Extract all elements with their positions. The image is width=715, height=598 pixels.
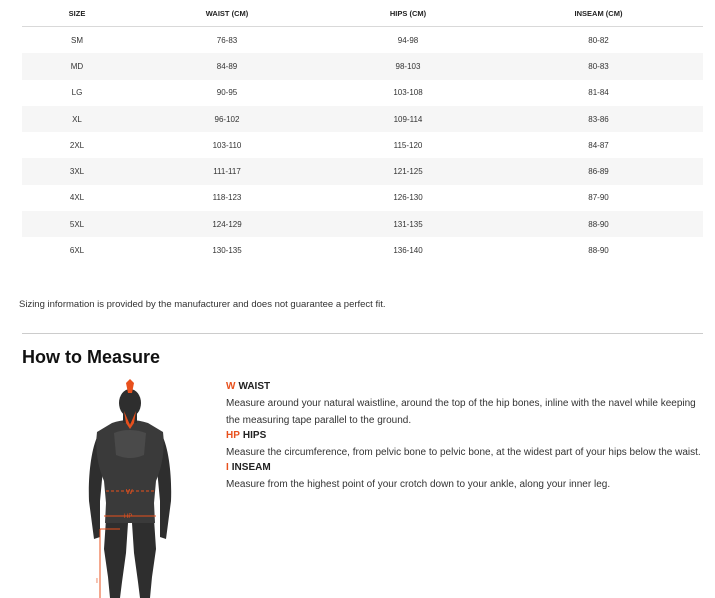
inseam-section xyxy=(226,461,706,493)
hips-cell: 131-135 xyxy=(322,211,494,237)
inseam-cell: 84-87 xyxy=(588,140,609,150)
table-header-row xyxy=(22,0,703,27)
waist-cell: 130-135 xyxy=(212,246,242,256)
hips-cell: 103-108 xyxy=(393,88,423,98)
waist-cell: 90-95 xyxy=(216,88,238,98)
size-cell: 6XL xyxy=(69,246,85,256)
waist-cell: 76-83 xyxy=(216,35,238,45)
figure-chest-panel xyxy=(114,430,146,458)
header-hips: HIPS (CM) xyxy=(322,0,494,27)
hips-abbr: HP xyxy=(226,430,240,441)
hips-label: HIPS xyxy=(242,430,267,441)
inseam-cell: 88-90 xyxy=(588,246,609,256)
size-cell: 3XL xyxy=(22,158,132,184)
size-cell: XL xyxy=(22,106,132,132)
hips-heading xyxy=(226,429,706,442)
table-row xyxy=(22,237,703,263)
hips-description: Measure the circumference, from pelvic bone to pelvic bone, at the widest part of your hips below the waist. xyxy=(226,447,701,458)
waist-heading xyxy=(226,380,706,393)
hips-section xyxy=(226,429,706,461)
size-cell: 2XL xyxy=(69,140,85,150)
size-cell: MD xyxy=(22,53,132,79)
size-cell: 5XL xyxy=(22,211,132,237)
figure-left-leg xyxy=(104,519,128,598)
hips-cell: 136-140 xyxy=(393,246,423,256)
size-chart-table xyxy=(22,0,703,264)
measurement-instructions xyxy=(226,380,706,493)
size-cell: 4XL xyxy=(69,193,85,203)
table-row xyxy=(22,80,703,106)
table-row xyxy=(22,132,703,158)
inseam-heading xyxy=(226,461,706,474)
hips-cell: 94-98 xyxy=(397,35,419,45)
inseam-abbr: I xyxy=(226,462,229,473)
table-row xyxy=(22,158,703,184)
waist-cell: 84-89 xyxy=(132,53,322,79)
figure-waist-label: W xyxy=(126,489,133,496)
waist-cell: 111-117 xyxy=(132,158,322,184)
inseam-cell: 88-90 xyxy=(494,211,703,237)
inseam-description: Measure from the highest point of your crotch down to your ankle, along your inner leg. xyxy=(226,479,611,490)
table-row xyxy=(22,211,703,237)
hips-cell: 98-103 xyxy=(322,53,494,79)
inseam-cell: 80-83 xyxy=(494,53,703,79)
size-cell: LG xyxy=(71,88,83,98)
hips-cell: 126-130 xyxy=(393,193,423,203)
waist-abbr: W xyxy=(226,381,236,392)
inseam-cell: 80-82 xyxy=(588,35,609,45)
figure-head xyxy=(119,389,141,417)
inseam-cell: 86-89 xyxy=(494,158,703,184)
waist-cell: 103-110 xyxy=(212,140,242,150)
waist-cell: 124-129 xyxy=(132,211,322,237)
header-waist: WAIST (CM) xyxy=(132,0,322,27)
inseam-cell: 87-90 xyxy=(588,193,609,203)
body-measurement-figure xyxy=(80,377,180,598)
inseam-cell: 81-84 xyxy=(588,88,609,98)
figure-right-leg xyxy=(132,519,156,598)
table-row xyxy=(22,53,703,79)
waist-cell: 118-123 xyxy=(212,193,242,203)
waist-section xyxy=(226,380,706,429)
hips-cell: 109-114 xyxy=(322,106,494,132)
table-row xyxy=(22,185,703,211)
how-to-measure-title: How to Measure xyxy=(22,347,161,367)
header-size: SIZE xyxy=(22,0,132,27)
size-cell: SM xyxy=(71,35,83,45)
hips-cell: 121-125 xyxy=(322,158,494,184)
inseam-label: INSEAM xyxy=(231,462,271,473)
figure-inseam-label: I xyxy=(96,578,98,585)
sizing-disclaimer: Sizing information is provided by the manufacturer and does not guarantee a perfect fit. xyxy=(19,299,386,310)
waist-label: WAIST xyxy=(238,381,271,392)
table-row xyxy=(22,106,703,132)
waist-cell: 96-102 xyxy=(132,106,322,132)
header-inseam: INSEAM (CM) xyxy=(494,0,703,27)
inseam-cell: 83-86 xyxy=(494,106,703,132)
hips-cell: 115-120 xyxy=(393,140,423,150)
figure-hips-label: HP xyxy=(124,514,133,520)
section-divider xyxy=(22,333,703,334)
waist-description: Measure around your natural waistline, around the top of the hip bones, inline with the navel while keeping the measuring tape parallel to the ground. xyxy=(226,398,696,426)
table-row xyxy=(22,27,703,54)
